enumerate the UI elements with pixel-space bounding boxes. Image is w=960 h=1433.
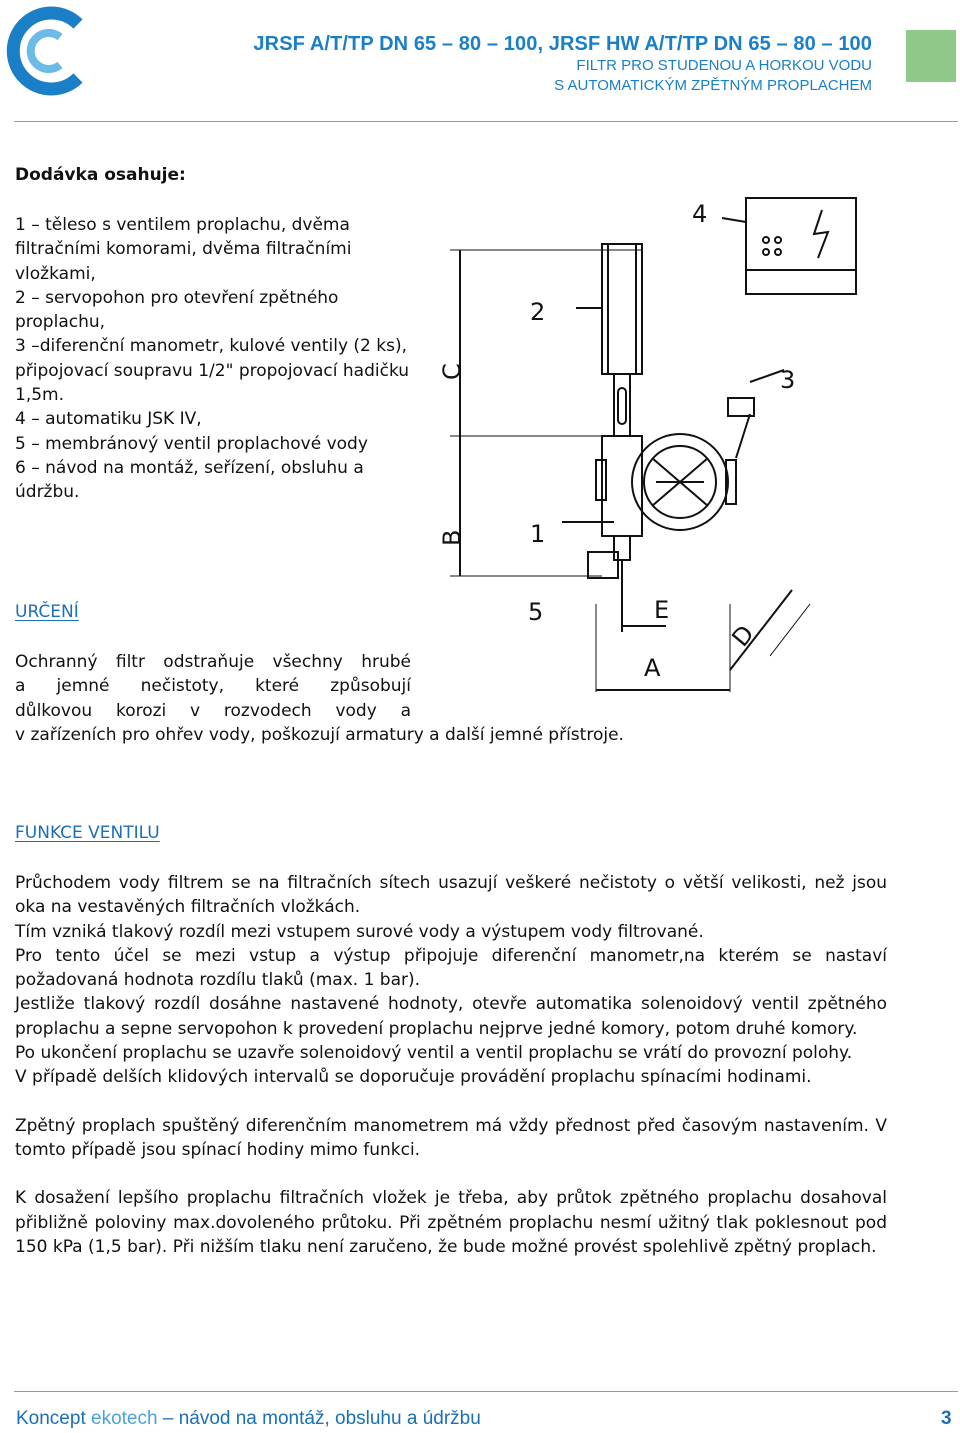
- footer-brand: Koncept: [16, 1408, 86, 1429]
- footer-text: [16, 1408, 481, 1430]
- footer-description: – návod na montáž, obsluhu a údržbu: [162, 1408, 481, 1429]
- document-title: JRSF A/T/TP DN 65 – 80 – 100, JRSF HW A/T/TP DN 65 – 80 – 100: [253, 33, 872, 55]
- document-header: [253, 32, 872, 96]
- function-paragraph: V případě delších klidových intervalů se doporučuje provádění proplachu spínacími hodinami.: [15, 1067, 812, 1088]
- part-label-3: 3: [780, 366, 796, 394]
- part-label-1: 1: [530, 520, 546, 548]
- purpose-text: [15, 650, 715, 747]
- concept-ekotech-logo-icon: [0, 4, 90, 98]
- part-label-5: 5: [528, 598, 544, 626]
- purpose-line: v zařízeních pro ohřev vody, poškozují armatury a další jemné přístroje.: [15, 724, 624, 745]
- function-paragraph: Průchodem vody filtrem se na filtračních sítech usazují veškeré nečistoty o větší velikosti, než jsou oka na vestavěných filtračních vložkách.: [15, 873, 887, 918]
- delivery-heading: Dodávka osahuje:: [15, 165, 186, 185]
- page-number: 3: [941, 1408, 952, 1429]
- header-divider: [14, 121, 958, 122]
- dimension-label-a: A: [644, 654, 661, 682]
- document-subtitle-1: FILTR PRO STUDENOU A HORKOU VODU: [576, 57, 872, 74]
- list-item: 3 –diferenční manometr, kulové ventily (2 ks), připojovací soupravu 1/2" propojovací hadičku 1,5m.: [15, 336, 410, 406]
- header-accent-square: [906, 30, 956, 82]
- function-paragraph: Po ukončení proplachu se uzavře solenoidový ventil a ventil proplachu se vrátí do provozní polohy.: [15, 1043, 853, 1064]
- filter-technical-drawing: [430, 192, 960, 692]
- company-logo: [0, 4, 90, 98]
- purpose-line: Ochranný filtr odstraňuje všechny hrubé: [15, 652, 411, 672]
- list-item: 2 – servopohon pro otevření zpětného proplachu,: [15, 287, 339, 333]
- function-paragraph: K dosažení lepšího proplachu filtračních vložek je třeba, aby průtok zpětného proplachu dosahoval přibližně poloviny max.dovoleného průtoku. Při zpětném proplachu nesmí užitný tlak poklesnout pod 150 kPa (1,5 bar). Při nižším tlaku není zaručeno, že bude možné provést spolehlivě zpětný proplach.: [15, 1188, 887, 1257]
- purpose-line: a jemné nečistoty, které způsobují: [15, 676, 411, 697]
- dimension-label-e: E: [654, 596, 670, 624]
- dimension-label-b: B: [438, 529, 466, 546]
- purpose-heading: URČENÍ: [15, 602, 79, 622]
- part-label-4: 4: [692, 200, 708, 228]
- dimension-label-c: C: [438, 363, 466, 380]
- function-paragraph: Pro tento účel se mezi vstup a výstup připojuje diferenční manometr,na kterém se nastaví požadovaná hodnota rozdílu tlaků (max. 1 bar).: [15, 945, 887, 991]
- function-paragraph: Tím vzniká tlakový rozdíl mezi vstupem surové vody a výstupem vody filtrované.: [15, 921, 704, 942]
- list-item: 4 – automatiku JSK IV,: [15, 409, 202, 430]
- purpose-line: důlkovou korozi v rozvodech vody a: [15, 700, 411, 721]
- delivery-list: [15, 213, 415, 505]
- list-item: 6 – návod na montáž, seřízení, obsluhu a údržbu.: [15, 457, 364, 503]
- document-subtitle-2: S AUTOMATICKÝM ZPĚTNÝM PROPLACHEM: [554, 77, 872, 94]
- part-label-2: 2: [530, 298, 546, 326]
- function-paragraph: Jestliže tlakový rozdíl dosáhne nastavené hodnoty, otevře automatika solenoidový ventil zpětného proplachu a sepne servopohon k provedení proplachu nejprve jedné komory, potom druhé komory.: [15, 994, 887, 1039]
- footer-divider: [14, 1391, 958, 1392]
- list-item: 1 – těleso s ventilem proplachu, dvěma filtračními komorami, dvěma filtračními vložkami,: [15, 215, 352, 284]
- function-text: [15, 871, 887, 1259]
- footer-brand-ekotech: ekotech: [91, 1408, 158, 1429]
- list-item: 5 – membránový ventil proplachové vody: [15, 433, 368, 454]
- control-unit-box: [746, 198, 856, 294]
- dimension-label-d: D: [726, 619, 760, 652]
- function-heading: FUNKCE VENTILU: [15, 823, 160, 843]
- function-paragraph: Zpětný proplach spuštěný diferenčním manometrem má vždy přednost před časovým nastavením. V tomto případě jsou spínací hodiny mimo funkci.: [15, 1115, 887, 1160]
